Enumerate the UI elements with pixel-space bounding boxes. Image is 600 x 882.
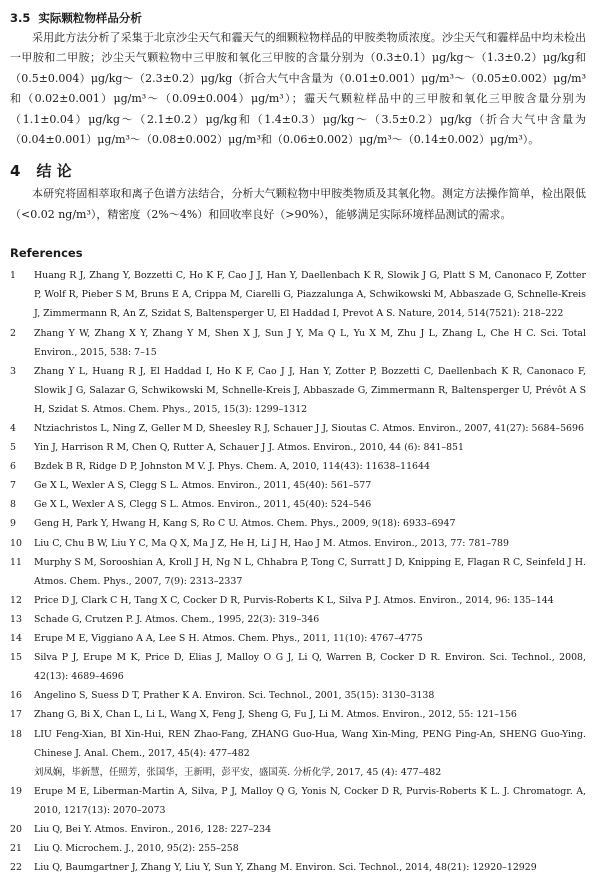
reference-citation: Liu Q. Microchem. J., 2010, 95(2): 255–258: [34, 843, 239, 855]
reference-item: [10, 457, 586, 476]
reference-citation: Liu Q, Bei Y. Atmos. Environ., 2016, 128: 227–234: [34, 823, 272, 835]
reference-citation: Ge X L, Wexler A S, Clegg S L. Atmos. Environ., 2011, 45(40): 561–577: [34, 480, 372, 492]
reference-text: [34, 324, 586, 362]
reference-number: 5: [10, 442, 16, 454]
reference-text: [34, 266, 586, 323]
reference-citation: Zhang Y W, Zhang X Y, Zhang Y M, Shen X J, Sun J Y, Ma Q L, Yu X M, Zhu J L, Zhang L, Che H C. Sci. Total Environ., 2015, 538: 7–15: [34, 327, 586, 358]
section-title: 结 论: [36, 162, 72, 181]
reference-number: 8: [10, 499, 16, 511]
reference-citation: Erupe M E, Viggiano A A, Lee S H. Atmos. Chem. Phys., 2011, 11(10): 4767–4775: [34, 633, 423, 645]
reference-text: [34, 457, 586, 476]
reference-number: 15: [10, 652, 22, 664]
reference-citation: Yin J, Harrison R M, Chen Q, Rutter A, Schauer J J. Atmos. Environ., 2010, 44 (6): 841–851: [34, 442, 464, 454]
reference-text: [34, 725, 586, 782]
reference-citation: Geng H, Park Y, Hwang H, Kang S, Ro C U. Atmos. Chem. Phys., 2009, 9(18): 6933–6947: [34, 518, 456, 530]
reference-item: [10, 514, 586, 533]
reference-text: [34, 610, 586, 629]
reference-citation: Silva P J, Erupe M K, Price D, Elias J, Malloy O G J, Li Q, Warren B, Cocker D R. Environ. Sci. Technol., 2008, 42(13): 4689–4696: [34, 652, 586, 683]
reference-text: [34, 782, 586, 820]
reference-citation: Ge X L, Wexler A S, Clegg S L. Atmos. Environ., 2011, 45(40): 524–546: [34, 499, 372, 511]
section-4-heading: [10, 158, 586, 184]
section-number: 3.5: [10, 11, 31, 25]
reference-text: [34, 686, 586, 705]
reference-item: [10, 324, 586, 362]
reference-text: [34, 705, 586, 724]
reference-citation: Huang R J, Zhang Y, Bozzetti C, Ho K F, Cao J J, Han Y, Daellenbach K R, Slowik J G, Platt S M, Canonaco F, Zotter P, Wolf R, Pieber S M, Bruns E A, Crippa M, Ciarelli G, Piazzalunga A, Schwikowski M, Abbaszade G, Schnelle-Kreis J, Zimmermann R, An Z, Szidat S, Baltensperger U, El Haddad I, Prevot A S. Nature, 2014, 514(7521): 218–222: [34, 270, 586, 320]
reference-citation: Liu Q, Baumgartner J, Zhang Y, Liu Y, Sun Y, Zhang M. Environ. Sci. Technol., 2014, 48(21): 12920–12929: [34, 862, 537, 874]
reference-citation: Murphy S M, Sorooshian A, Kroll J H, Ng N L, Chhabra P, Tong C, Surratt J D, Knipping E, Flagan R C, Seinfeld J H. Atmos. Chem. Phys., 2007, 7(9): 2313–2337: [34, 556, 586, 587]
reference-number: 1: [10, 270, 16, 282]
reference-number: 7: [10, 480, 16, 492]
reference-citation: Liu C, Chu B W, Liu Y C, Ma Q X, Ma J Z, He H, Li J H, Hao J M. Atmos. Environ., 2013, 77: 781–789: [34, 537, 509, 549]
reference-item: [10, 686, 586, 705]
reference-citation: Price D J, Clark C H, Tang X C, Cocker D R, Purvis-Roberts K L, Silva P J. Atmos. Environ., 2014, 96: 135–144: [34, 594, 554, 606]
reference-number: 4: [10, 423, 16, 434]
reference-text: [34, 648, 586, 686]
section-3-5-paragraph: 采用此方法分析了采集于北京沙尘天气和霾天气的细颗粒物样品的甲胺类物质浓度。沙尘天气和霾样品中均未检出一甲胺和二甲胺；沙尘天气颗粒物中三甲胺和氧化三甲胺的含量分别为（0.3±0.1）μg/kg～（1.3±0.2）μg/kg和（0.5±0.004）μg/kg～（2.3±0.2）μg/kg（折合大气中含量为（0.01±0.001）μg/m³～（0.05±0.002）μg/m³和（0.02±0.001）μg/m³～（0.09±0.004）μg/m³）；霾天气颗粒样品中的三甲胺和氧化三甲胺含量分别为（1.1±0.04）μg/kg～（2.1±0.2）μg/kg和（1.4±0.3）μg/kg～（3.5±0.2）μg/kg（折合大气中含量为（0.04±0.001）μg/m³～（0.08±0.002）μg/m³和（0.06±0.002）μg/m³～（0.14±0.002）μg/m³）。: [10, 31, 586, 147]
reference-number: 10: [10, 537, 22, 549]
conclusion-paragraph: 本研究将固相萃取和离子色谱方法结合，分析大气颗粒物中甲胺类物质及其氧化物。测定方法操作简单，检出限低（<0.02 ng/m³），精密度（2%～4%）和回收率良好（>90%），能够满足实际环境样品测试的需求。: [10, 187, 586, 221]
reference-item: [10, 725, 586, 782]
reference-number: 6: [10, 461, 16, 473]
reference-citation-chinese: 刘凤娴，毕新慧，任照芳，张国华，王新明，彭平安，盛国英. 分析化学, 2017, 45 (4): 477–482: [34, 766, 442, 778]
section-number: 4: [10, 162, 21, 181]
reference-citation: Angelino S, Suess D T, Prather K A. Environ. Sci. Technol., 2001, 35(15): 3130–3138: [34, 690, 435, 702]
reference-text: [34, 839, 586, 858]
reference-item: [10, 820, 586, 839]
reference-text: [34, 438, 586, 457]
reference-number: 3: [10, 365, 16, 377]
reference-citation: LIU Feng-Xian, BI Xin-Hui, REN Zhao-Fang, ZHANG Guo-Hua, Wang Xin-Ming, PENG Ping-An, SHENG Guo-Ying. Chinese J. Anal. Chem., 2017, 45(4): 477–482: [34, 728, 586, 759]
reference-number: 22: [10, 862, 22, 874]
reference-number: 18: [10, 728, 22, 740]
reference-number: 20: [10, 823, 22, 835]
references-heading: References: [10, 246, 83, 261]
reference-item: [10, 419, 586, 438]
reference-item: [10, 858, 586, 877]
reference-item: [10, 476, 586, 495]
reference-number: 17: [10, 709, 22, 721]
reference-item: [10, 782, 586, 820]
reference-item: [10, 534, 586, 553]
reference-number: 9: [10, 518, 16, 530]
reference-text: [34, 495, 586, 514]
reference-item: [10, 362, 586, 419]
reference-item: [10, 553, 586, 591]
reference-item: [10, 629, 586, 648]
reference-number: 12: [10, 594, 22, 606]
reference-text: [34, 591, 586, 610]
reference-item: [10, 495, 586, 514]
reference-text: [34, 476, 586, 495]
reference-item: [10, 266, 586, 323]
reference-text: [34, 629, 586, 648]
reference-citation: Erupe M E, Liberman-Martin A, Silva, P J, Malloy Q G, Yonis N, Cocker D R, Purvis-Roberts K L. J. Chromatogr. A, 2010, 1217(13): 2070–2073: [34, 785, 586, 816]
reference-text: [34, 553, 586, 591]
reference-citation: Ntziachristos L, Ning Z, Geller M D, Sheesley R J, Schauer J J, Sioutas C. Atmos. Environ., 2007, 41(27): 5684–5696: [34, 423, 584, 434]
reference-item: [10, 438, 586, 457]
reference-text: [34, 419, 586, 438]
reference-citation: Bzdek B R, Ridge D P, Johnston M V. J. Phys. Chem. A, 2010, 114(43): 11638–11644: [34, 461, 430, 473]
reference-number: 2: [10, 327, 16, 339]
section-3-5-heading: [10, 8, 586, 28]
reference-number: 19: [10, 785, 22, 797]
reference-text: [34, 362, 586, 419]
reference-item: [10, 610, 586, 629]
reference-citation: Zhang G, Bi X, Chan L, Li L, Wang X, Feng J, Sheng G, Fu J, Li M. Atmos. Environ., 2012, 55: 121–156: [34, 709, 517, 721]
reference-number: 21: [10, 843, 22, 855]
reference-number: 16: [10, 690, 22, 702]
reference-citation: Schade G, Crutzen P. J. Atmos. Chem., 1995, 22(3): 319–346: [34, 613, 320, 625]
section-title: 实际颗粒物样品分析: [38, 11, 142, 25]
reference-item: [10, 648, 586, 686]
reference-number: 11: [10, 556, 22, 568]
reference-text: [34, 858, 586, 877]
reference-text: [34, 534, 586, 553]
reference-item: [10, 705, 586, 724]
reference-citation: Zhang Y L, Huang R J, El Haddad I, Ho K F, Cao J J, Han Y, Zotter P, Bozzetti C, Daellenbach K R, Canonaco F, Slowik J G, Salazar G, Schwikowski M, Schnelle-Kreis J, Abbaszade G, Zimmermann R, Baltensperger U, Prévôt A S H, Szidat S. Atmos. Chem. Phys., 2015, 15(3): 1299–1312: [34, 365, 586, 415]
reference-item: [10, 591, 586, 610]
reference-number: 13: [10, 613, 22, 625]
reference-text: [34, 514, 586, 533]
reference-number: 14: [10, 633, 22, 645]
reference-list: [10, 266, 586, 877]
reference-text: [34, 820, 586, 839]
reference-item: [10, 839, 586, 858]
